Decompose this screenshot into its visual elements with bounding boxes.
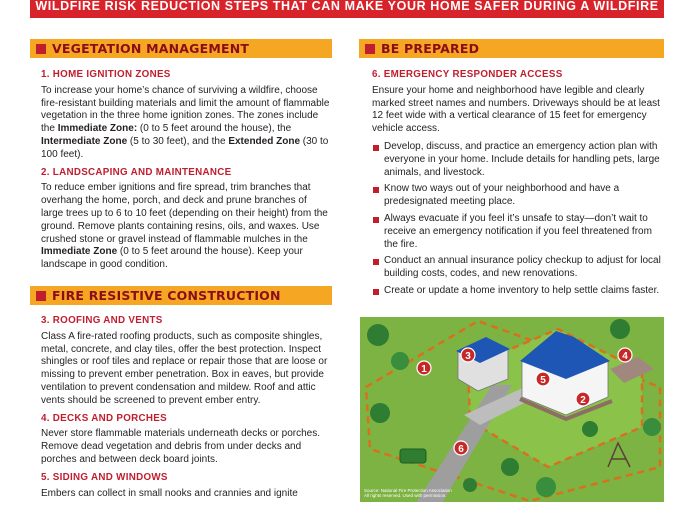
section-title: FIRE RESISTIVE CONSTRUCTION xyxy=(52,288,281,303)
tree xyxy=(391,352,409,370)
tree xyxy=(370,403,390,423)
preparedness-list xyxy=(372,141,662,298)
marker-6 xyxy=(454,441,468,455)
item-heading: 1. HOME IGNITION ZONES xyxy=(41,69,171,80)
list-item: Conduct an annual insurance policy checkup to adjust for local building costs, codes, and new renovations. xyxy=(372,255,662,281)
text-fragment: (30 to 100 feet). xyxy=(41,135,329,160)
tree xyxy=(610,319,630,339)
immediate-zone-label: Immediate Zone xyxy=(41,246,118,258)
text-fragment: To reduce ember ignitions and fire spread, trim branches that overhang the home, porch, and deck and prune branches of large trees up to 6 to 10 feet (depending on their height) from the ground. Remove plants containing resins, oils, and waxes. Use crushed stone or gravel instead of flammable mulches in the xyxy=(41,182,328,245)
marker-label: 1 xyxy=(421,364,427,375)
section-title: BE PREPARED xyxy=(381,41,480,56)
marker-2 xyxy=(576,392,590,406)
home-ignition-zones-illustration xyxy=(360,317,664,502)
tree xyxy=(582,421,598,437)
list-item: Create or update a home inventory to help settle claims faster. xyxy=(372,285,662,298)
car xyxy=(400,449,426,463)
tree xyxy=(367,324,389,346)
text-fragment: (0 to 5 feet around the house). Keep your landscape in good condition. xyxy=(41,246,303,271)
fire-resistive-construction-header xyxy=(30,286,332,305)
banner-text: WILDFIRE RISK REDUCTION STEPS THAT CAN MAKE YOUR HOME SAFER DURING A WILDFIRE xyxy=(35,0,659,13)
intermediate-zone-label: Intermediate Zone xyxy=(41,135,128,147)
be-prepared-header xyxy=(359,39,664,58)
siding-text: Embers can collect in small nooks and crannies and ignite xyxy=(41,487,298,499)
marker-label: 4 xyxy=(622,351,628,362)
home-ignition-zones-text xyxy=(41,85,331,162)
top-banner xyxy=(30,0,664,18)
item-heading: 6. EMERGENCY RESPONDER ACCESS xyxy=(372,69,563,80)
marker-5 xyxy=(536,372,550,386)
item-heading: 3. ROOFING AND VENTS xyxy=(41,315,163,326)
text-fragment: To increase your home’s chance of surviving a wildfire, choose fire-resistant building materials and limit the amount of flammable vegetation in the three home ignition zones. The zones include the xyxy=(41,84,330,135)
section-title: VEGETATION MANAGEMENT xyxy=(52,41,250,56)
list-item: Know two ways out of your neighborhood and have a predesignated meeting place. xyxy=(372,183,662,209)
marker-3 xyxy=(461,348,475,362)
item-heading: 2. LANDSCAPING AND MAINTENANCE xyxy=(41,166,232,178)
text-fragment: (5 to 30 feet), and the xyxy=(127,135,229,147)
caption-line: Source: National Fire Protection Association xyxy=(364,488,452,493)
marker-label: 5 xyxy=(540,375,546,386)
illustration-caption xyxy=(364,488,452,498)
vegetation-management-header xyxy=(30,39,332,58)
construction-content xyxy=(41,315,331,505)
immediate-zone-label: Immediate Zone: xyxy=(57,123,138,135)
marker-4 xyxy=(618,348,632,362)
section-square-icon xyxy=(36,44,46,54)
text-fragment: (0 to 5 feet around the house), the xyxy=(137,123,292,135)
marker-label: 2 xyxy=(580,395,586,406)
tree xyxy=(463,478,477,492)
tree xyxy=(643,418,661,436)
section-square-icon xyxy=(365,44,375,54)
responder-access-text: Ensure your home and neighborhood have legible and clearly marked street names and numbers. Driveways should be at least 12 feet wide with a vertical clearance of 15 feet for emergency vehicle access. xyxy=(372,84,660,135)
landscaping-text xyxy=(41,182,331,272)
tree xyxy=(536,477,556,497)
list-item: Develop, discuss, and practice an emergency action plan with everyone in your home. Include details for handling pets, large animals, and livestock. xyxy=(372,141,662,179)
roofing-text: Class A fire-rated roofing products, such as composite shingles, metal, concrete, and clay tiles, offer the best protection. Inspect shingles or roof tiles and replace or repair those that are loose or missing to prevent ember penetration. Box in eaves, but provide ventilation to prevent condensation and mildew. Roof and attic vents should be screened to prevent ember entry. xyxy=(41,330,328,406)
extended-zone-label: Extended Zone xyxy=(228,135,301,147)
section-square-icon xyxy=(36,291,46,301)
vegetation-content xyxy=(41,69,331,277)
marker-label: 6 xyxy=(458,444,464,455)
marker-1 xyxy=(417,361,431,375)
prepared-content xyxy=(372,69,662,302)
marker-label: 3 xyxy=(465,351,471,362)
item-heading: 4. DECKS AND PORCHES xyxy=(41,412,167,424)
tree xyxy=(501,458,519,476)
caption-line: All rights reserved. Used with permission. xyxy=(364,493,447,498)
item-heading: 5. SIDING AND WINDOWS xyxy=(41,471,168,483)
decks-text: Never store flammable materials underneath decks or porches. Remove dead vegetation and debris from under decks and porches and between deck board joints. xyxy=(41,428,321,465)
list-item: Always evacuate if you feel it’s unsafe to stay—don’t wait to receive an emergency notification if you feel threatened from the fire. xyxy=(372,213,662,251)
